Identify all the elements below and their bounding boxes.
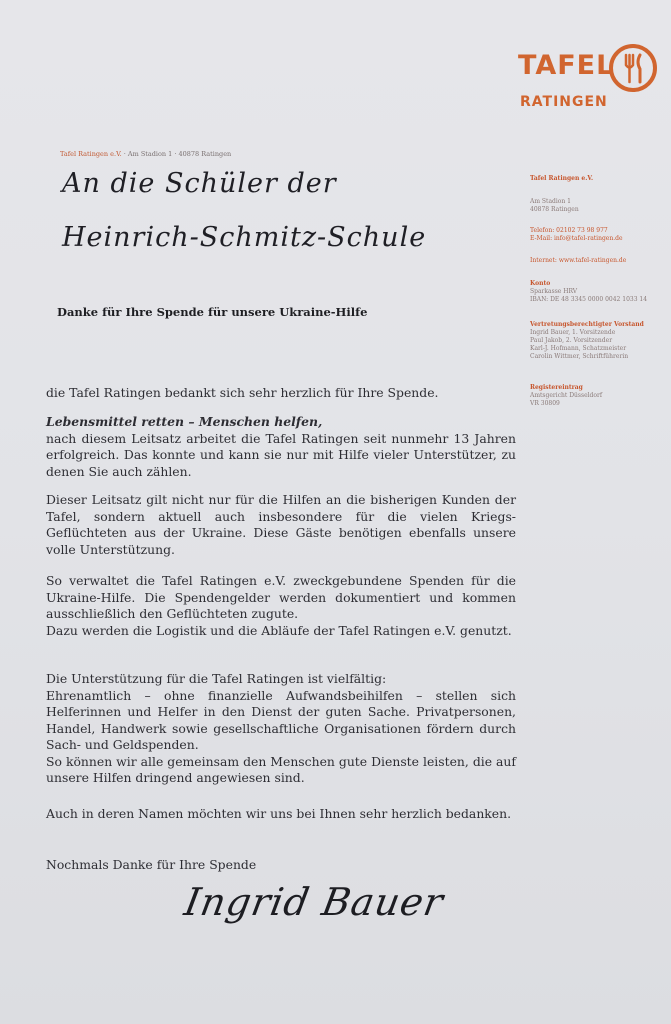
sender-line: Tafel Ratingen e.V. · Am Stadion 1 · 40878 Ratingen — [60, 150, 232, 158]
fork-knife-icon — [607, 42, 659, 94]
sidebar-contact: Telefon: 02102 73 98 977 E-Mail: info@tafel-ratingen.de — [530, 227, 623, 242]
body-paragraph-4: So verwaltet die Tafel Ratingen e.V. zweckgebundene Spenden für die Ukraine-Hilfe. Die Spendengelder werden dokumentiert und kommen ausschließlich den Geflüchteten zugute. Dazu werden die Logistik und die Abläufe der Tafel Ratingen e.V. genutzt. — [46, 573, 516, 638]
body-paragraph-2: Lebensmittel retten – Menschen helfen, nach diesem Leitsatz arbeitet die Tafel Ratingen seit nunmehr 13 Jahren erfolgreich. Das konnte und kann sie nur mit Hilfe vieler Unterstützer, zu denen Sie auch zählen. — [46, 414, 516, 479]
body-paragraph-3: Dieser Leitsatz gilt nicht nur für die Hilfen an die bisherigen Kunden der Tafel, sondern aktuell auch insbesondere für die vielen Kriegs-Geflüchteten aus der Ukraine. Diese Gäste benötigen ebenfalls unsere volle Unterstützung. — [46, 492, 516, 557]
sidebar-org: Tafel Ratingen e.V. — [530, 175, 594, 182]
recipient-line-2: Heinrich-Schmitz-Schule — [62, 222, 427, 253]
sidebar-register: Registereintrag Amtsgericht Düsseldorf VR 30809 — [530, 384, 603, 407]
body-paragraph-5: Die Unterstützung für die Tafel Ratingen ist vielfältig: Ehrenamtlich – ohne finanzielle Aufwandsbeihilfen – stellen sich Helferinnen und Helfer in den Dienst der guten Sache. Privatpersonen, Handel, Handwerk sowie gesellschaftliche Organisationen fördern durch Sach- und Geldspenden. So können wir alle gemeinsam den Menschen gute Dienste leisten, die auf unsere Hilfen dringend angewiesen sind. — [46, 671, 516, 785]
sidebar-address: Am Stadion 1 40878 Ratingen — [530, 198, 579, 213]
body-paragraph-6: Auch in deren Namen möchten wir uns bei Ihnen sehr herzlich bedanken. — [46, 806, 512, 821]
sidebar-internet: Internet: www.tafel-ratingen.de — [530, 257, 627, 264]
signature: Ingrid Bauer — [181, 880, 448, 924]
logo-city: RATINGEN — [520, 94, 608, 110]
motto: Lebensmittel retten – Menschen helfen, — [46, 414, 323, 429]
letter-subject: Danke für Ihre Spende für unsere Ukraine-Hilfe — [57, 305, 368, 319]
closing-line: Nochmals Danke für Ihre Spende — [46, 857, 257, 872]
recipient-line-1: An die Schüler der — [62, 168, 337, 199]
body-paragraph-1: die Tafel Ratingen bedankt sich sehr herzlich für Ihre Spende. — [46, 385, 439, 400]
sidebar-vorstand: Vertretungsberechtigter Vorstand Ingrid Bauer, 1. Vorsitzende Paul Jakob, 2. Vorsitzender Karl-J. Hofmann, Schatzmeister Carolin Wittmer, Schriftführerin — [530, 321, 644, 360]
logo-wordmark: TAFEL — [518, 50, 615, 81]
sidebar-konto: Konto Sparkasse HRV IBAN: DE 48 3345 0000 0042 1033 14 — [530, 280, 648, 303]
